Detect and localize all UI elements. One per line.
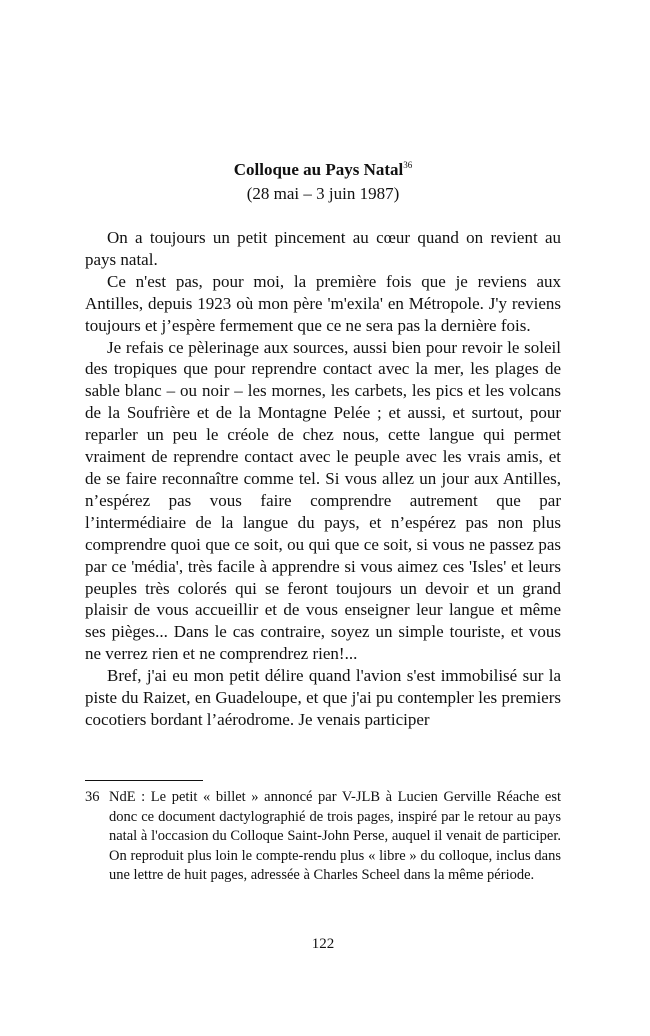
footnote-text: NdE : Le petit « billet » annoncé par V-JLB à Lucien Gerville Réache est donc ce document dactylographié de trois pages, inspiré par le retour au pays natal à l'occasion du Colloque Saint-John Perse, auquel il venait de participer. On reproduit plus loin le compte-rendu plus « libre » du colloque, inclus dans une lettre de huit pages, adressée à Charles Scheel dans la même période. (109, 789, 561, 884)
page-number: 122 (311, 936, 335, 952)
paragraph: On a toujours un petit pincement au cœur quand on revient au pays natal. (85, 228, 561, 269)
chapter-title-text: Colloque au Pays Natal (233, 160, 404, 179)
body-text (85, 227, 561, 731)
footnote-number: 36 (85, 789, 100, 805)
chapter-heading (85, 158, 561, 206)
paragraph: Je refais ce pèlerinage aux sources, aussi bien pour revoir le soleil des tropiques que pour reprendre contact avec la mer, les plages de sable blanc – ou noir – les mornes, les carbets, les pics et les volcans de la Soufrière et de la Montagne Pelée ; et aussi, et surtout, pour reparler un peu le créole de chez nous, cette langue qui permet vraiment de reprendre contact avec le peuple avec les vrais amis, et de se faire reconnaître comme tel. Si vous allez un jour aux Antilles, n’espérez pas vous faire comprendre autrement que par l’intermédiaire de la langue du pays, et n’espérez pas non plus comprendre quoi que ce soit, ou qui que ce soit, si vous ne passez pas par ce 'média', très facile à apprendre si vous aimez ces 'Isles' et leurs peuples très colorés qui se feront toujours un devoir et un grand plaisir de vous accueillir et de vous enseigner leur langue et même ses pièges... Dans le cas contraire, soyez un simple touriste, et vous ne verrez rien et ne comprendrez rien!... (85, 337, 561, 664)
footnote-separator (85, 780, 203, 781)
paragraph: Bref, j'ai eu mon petit délire quand l'avion s'est immobilisé sur la piste du Raizet, en Guadeloupe, et que j'ai pu contempler les premiers cocotiers bordant l’aérodrome. Je venais participer (85, 666, 561, 729)
chapter-title (85, 158, 561, 182)
book-page (85, 0, 561, 1036)
chapter-subtitle-dates: (28 mai – 3 juin 1987) (246, 184, 400, 203)
footnote-reference: 36 (403, 160, 413, 170)
paragraph: Ce n'est pas, pour moi, la première fois que je reviens aux Antilles, depuis 1923 où mon père 'm'exila' en Métropole. J'y reviens toujours et j’espère fermement que ce ne sera pas la dernière fois. (85, 271, 561, 335)
footnote (85, 788, 561, 886)
